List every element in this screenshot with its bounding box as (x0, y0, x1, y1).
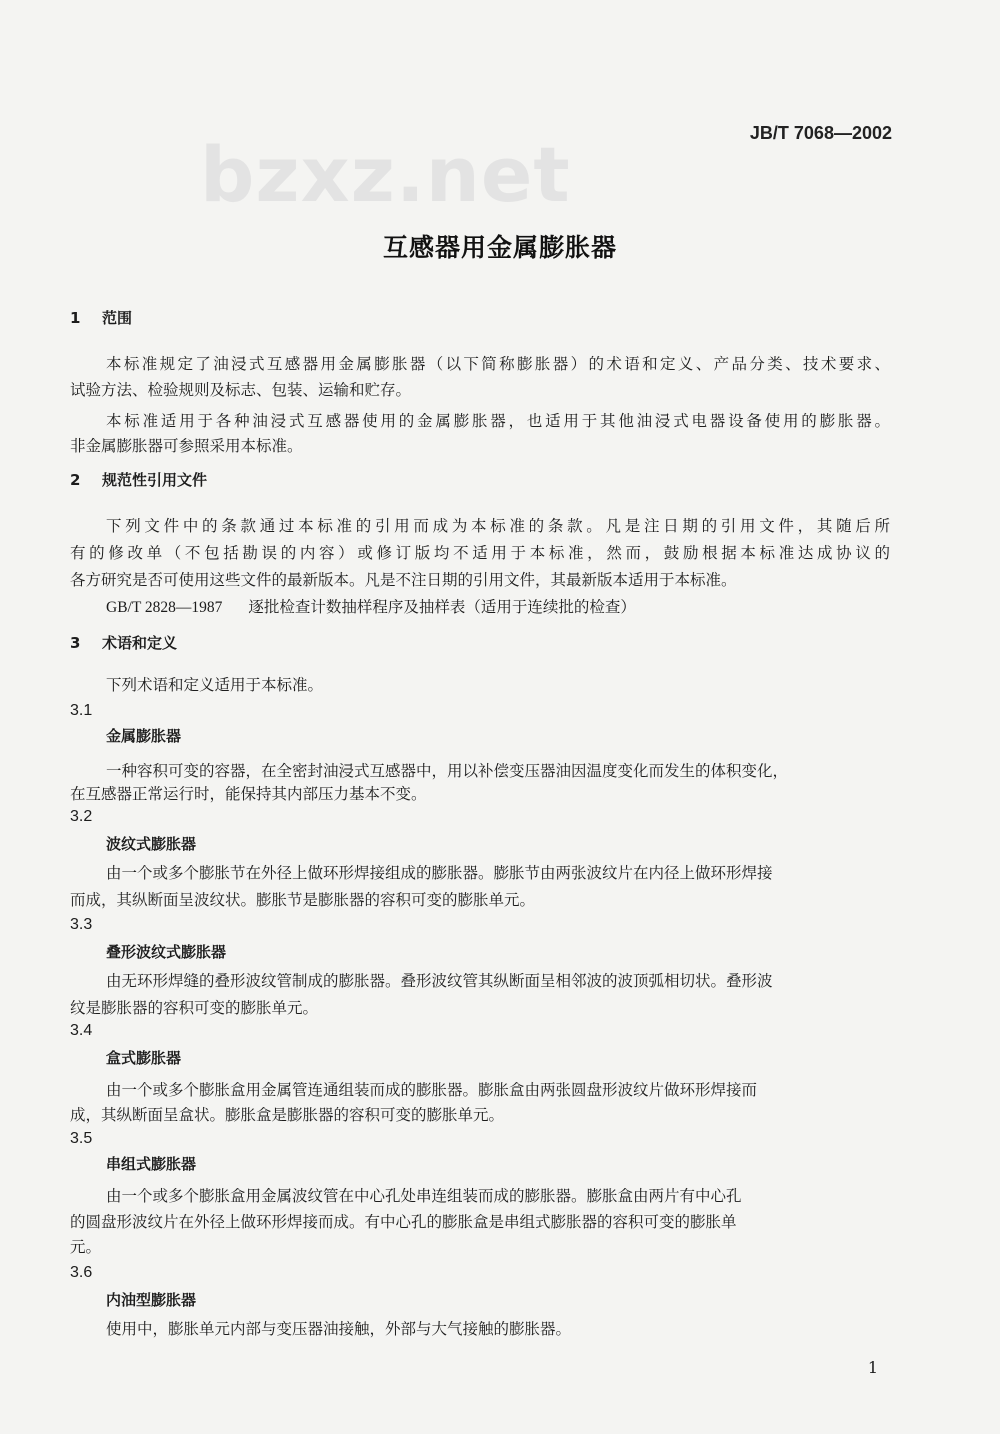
paragraph-line: 由无环形焊缝的叠形波纹管制成的膨胀器。叠形波纹管其纵断面呈相邻波的波顶弧相切状。叠形波 (106, 972, 773, 990)
section-title: 术语和定义 (102, 634, 178, 652)
normative-reference (106, 600, 636, 616)
reference-title: 逐批检查计数抽样程序及抽样表（适用于连续批的检查） (248, 598, 636, 616)
term-name: 叠形波纹式膨胀器 (106, 943, 227, 961)
paragraph-line: 一种容积可变的容器，在全密封油浸式互感器中，用以补偿变压器油因温度变化而发生的体积变化， (106, 762, 789, 780)
paragraph-line: 由一个或多个膨胀节在外径上做环形焊接组成的膨胀器。膨胀节由两张波纹片在内径上做环形焊接 (106, 864, 773, 882)
paragraph-line: 使用中，膨胀单元内部与变压器油接触，外部与大气接触的膨胀器。 (106, 1320, 572, 1338)
paragraph-line: 非金属膨胀器可参照采用本标准。 (70, 437, 303, 455)
term-name: 盒式膨胀器 (106, 1049, 182, 1067)
section-1-heading (70, 311, 132, 326)
section-3-heading (70, 636, 177, 651)
paragraph-line: 在互感器正常运行时，能保持其内部压力基本不变。 (70, 785, 427, 803)
section-2-heading (70, 473, 207, 488)
clause-number: 3.3 (70, 916, 93, 933)
page-number: 1 (867, 1358, 878, 1377)
clause-number: 3.4 (70, 1022, 93, 1039)
paragraph-line: 纹是膨胀器的容积可变的膨胀单元。 (70, 999, 319, 1017)
term-name: 内油型膨胀器 (106, 1291, 197, 1309)
paragraph-line: 元。 (70, 1238, 102, 1256)
reference-code: GB/T 2828—1987 (106, 599, 223, 616)
paragraph-line: 由一个或多个膨胀盒用金属管连通组装而成的膨胀器。膨胀盒由两张圆盘形波纹片做环形焊接而 (106, 1081, 758, 1099)
paragraph-line: 由一个或多个膨胀盒用金属波纹管在中心孔处串连组装而成的膨胀器。膨胀盒由两片有中心孔 (106, 1187, 742, 1205)
paragraph-line: 而成，其纵断面呈波纹状。膨胀节是膨胀器的容积可变的膨胀单元。 (70, 891, 536, 909)
section-title: 范围 (102, 309, 133, 327)
term-name: 波纹式膨胀器 (106, 835, 197, 853)
clause-number: 3.1 (70, 702, 93, 719)
paragraph-line: 有的修改单（不包括勘误的内容）或修订版均不适用于本标准，然而，鼓励根据本标准达成协议的 (70, 544, 890, 562)
paragraph-line: 本标准规定了油浸式互感器用金属膨胀器（以下简称膨胀器）的术语和定义、产品分类、技术要求、 (106, 355, 890, 373)
paragraph-line: 各方研究是否可使用这些文件的最新版本。凡是不注日期的引用文件，其最新版本适用于本标准。 (70, 571, 737, 589)
term-name: 金属膨胀器 (106, 727, 182, 745)
section-number: 2 (70, 471, 81, 489)
section-number: 1 (70, 309, 81, 327)
standard-code: JB/T 7068—2002 (749, 123, 892, 143)
section-title: 规范性引用文件 (102, 471, 208, 489)
term-name: 串组式膨胀器 (106, 1155, 197, 1173)
paragraph-line: 下列文件中的条款通过本标准的引用而成为本标准的条款。凡是注日期的引用文件，其随后所 (106, 517, 890, 535)
section-number: 3 (70, 634, 81, 652)
clause-number: 3.2 (70, 808, 93, 825)
watermark: bzxz.net (200, 130, 571, 219)
paragraph-line: 的圆盘形波纹片在外径上做环形焊接而成。有中心孔的膨胀盒是串组式膨胀器的容积可变的膨胀单 (70, 1213, 737, 1231)
paragraph-line: 试验方法、检验规则及标志、包装、运输和贮存。 (70, 381, 412, 399)
clause-number: 3.6 (70, 1264, 93, 1281)
paragraph-line: 下列术语和定义适用于本标准。 (106, 676, 324, 694)
clause-number: 3.5 (70, 1130, 93, 1147)
paragraph-line: 本标准适用于各种油浸式互感器使用的金属膨胀器，也适用于其他油浸式电器设备使用的膨胀器。 (106, 412, 890, 430)
document-title: 互感器用金属膨胀器 (382, 233, 617, 262)
paragraph-line: 成，其纵断面呈盒状。膨胀盒是膨胀器的容积可变的膨胀单元。 (70, 1106, 505, 1124)
